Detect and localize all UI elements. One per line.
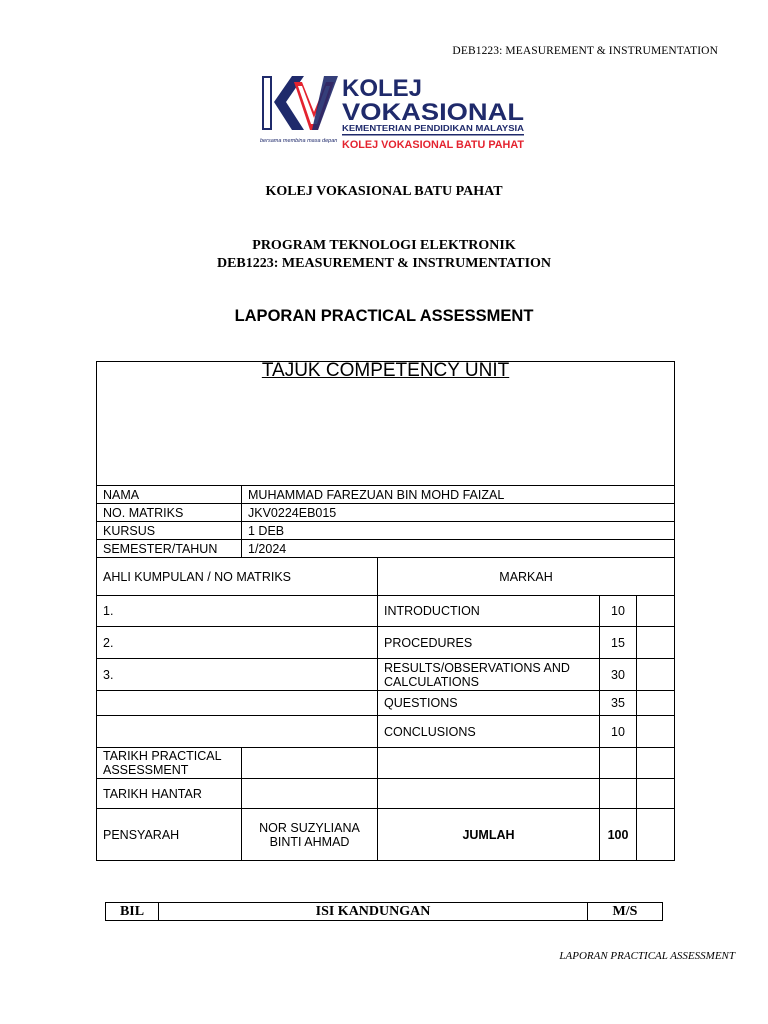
report-title: LAPORAN PRACTICAL ASSESSMENT: [234, 307, 534, 325]
blank-cell: [600, 748, 637, 779]
competency-unit-title: TAJUK COMPETENCY UNIT: [97, 362, 675, 486]
score-cell-questions[interactable]: [637, 691, 675, 716]
mark-row: [97, 596, 675, 627]
score-cell-conclusions[interactable]: [637, 716, 675, 748]
criteria-max-mark: 10: [600, 596, 637, 627]
date-assessment-label: TARIKH PRACTICAL ASSESSMENT: [97, 748, 242, 779]
score-cell-introduction[interactable]: [637, 596, 675, 627]
marks-header: MARKAH: [378, 558, 675, 596]
mark-row: [97, 659, 675, 691]
member-1-field[interactable]: 1.: [97, 596, 378, 627]
total-label: JUMLAH: [378, 809, 600, 861]
blank-cell: [378, 779, 600, 809]
mark-row: [97, 691, 675, 716]
criteria-max-mark: 35: [600, 691, 637, 716]
member-4-field[interactable]: [97, 691, 378, 716]
member-5-field[interactable]: [97, 716, 378, 748]
criteria-label: INTRODUCTION: [378, 596, 600, 627]
info-label: KURSUS: [97, 522, 242, 540]
member-2-field[interactable]: 2.: [97, 627, 378, 659]
criteria-max-mark: 30: [600, 659, 637, 691]
criteria-label: RESULTS/OBSERVATIONS AND CALCULATIONS: [378, 659, 600, 691]
total-score-cell[interactable]: [637, 809, 675, 861]
student-name-field[interactable]: MUHAMMAD FAREZUAN BIN MOHD FAIZAL: [242, 486, 675, 504]
criteria-label: PROCEDURES: [378, 627, 600, 659]
criteria-max-mark: 10: [600, 716, 637, 748]
header-course-code: DEB1223: MEASUREMENT & INSTRUMENTATION: [452, 45, 718, 57]
group-header-row: [97, 558, 675, 596]
criteria-max-mark: 15: [600, 627, 637, 659]
kv-mark-icon: [262, 76, 338, 130]
kolej-vokasional-logo: [258, 72, 530, 152]
toc-col-contents: ISI KANDUNGAN: [159, 903, 588, 921]
toc-header-row: [106, 903, 663, 921]
lecturer-name: NOR SUZYLIANA BINTI AHMAD: [242, 809, 378, 861]
date-assessment-row: [97, 748, 675, 779]
info-label: SEMESTER/TAHUN: [97, 540, 242, 558]
member-3-field[interactable]: 3.: [97, 659, 378, 691]
program-heading: [0, 237, 768, 273]
blank-cell: [600, 779, 637, 809]
info-row-course: [97, 522, 675, 540]
criteria-label: CONCLUSIONS: [378, 716, 600, 748]
blank-cell: [637, 748, 675, 779]
matric-number-field[interactable]: JKV0224EB015: [242, 504, 675, 522]
logo-tagline: bersama membina masa depan: [260, 138, 338, 144]
date-submit-label: TARIKH HANTAR: [97, 779, 242, 809]
info-label: NO. MATRIKS: [97, 504, 242, 522]
toc-col-number: BIL: [106, 903, 159, 921]
date-assessment-field[interactable]: [242, 748, 378, 779]
program-line1: PROGRAM TEKNOLOGI ELEKTRONIK: [252, 238, 516, 253]
group-members-header: AHLI KUMPULAN / NO MATRIKS: [97, 558, 378, 596]
logo-line3: KEMENTERIAN PENDIDIKAN MALAYSIA: [342, 124, 525, 133]
toc-col-page: M/S: [588, 903, 663, 921]
assessment-form-table: [96, 361, 675, 861]
criteria-label: QUESTIONS: [378, 691, 600, 716]
mark-row: [97, 627, 675, 659]
mark-row: [97, 716, 675, 748]
logo-line2: VOKASIONAL: [342, 99, 524, 126]
score-cell-procedures[interactable]: [637, 627, 675, 659]
lecturer-row: [97, 809, 675, 861]
table-of-contents: [105, 902, 663, 921]
info-label: NAMA: [97, 486, 242, 504]
blank-cell: [637, 779, 675, 809]
course-field[interactable]: 1 DEB: [242, 522, 675, 540]
college-name: KOLEJ VOKASIONAL BATU PAHAT: [265, 184, 503, 199]
blank-cell: [378, 748, 600, 779]
total-value: 100: [600, 809, 637, 861]
date-submit-field[interactable]: [242, 779, 378, 809]
program-line2: DEB1223: MEASUREMENT & INSTRUMENTATION: [216, 256, 552, 271]
info-row-semester: [97, 540, 675, 558]
score-cell-results[interactable]: [637, 659, 675, 691]
logo-line4: KOLEJ VOKASIONAL BATU PAHAT: [342, 139, 525, 151]
page-footer: LAPORAN PRACTICAL ASSESSMENT: [559, 950, 735, 962]
date-submit-row: [97, 779, 675, 809]
info-row-matric: [97, 504, 675, 522]
info-row-name: [97, 486, 675, 504]
logo-line1: KOLEJ: [342, 75, 423, 102]
lecturer-label: PENSYARAH: [97, 809, 242, 861]
semester-field[interactable]: 1/2024: [242, 540, 675, 558]
